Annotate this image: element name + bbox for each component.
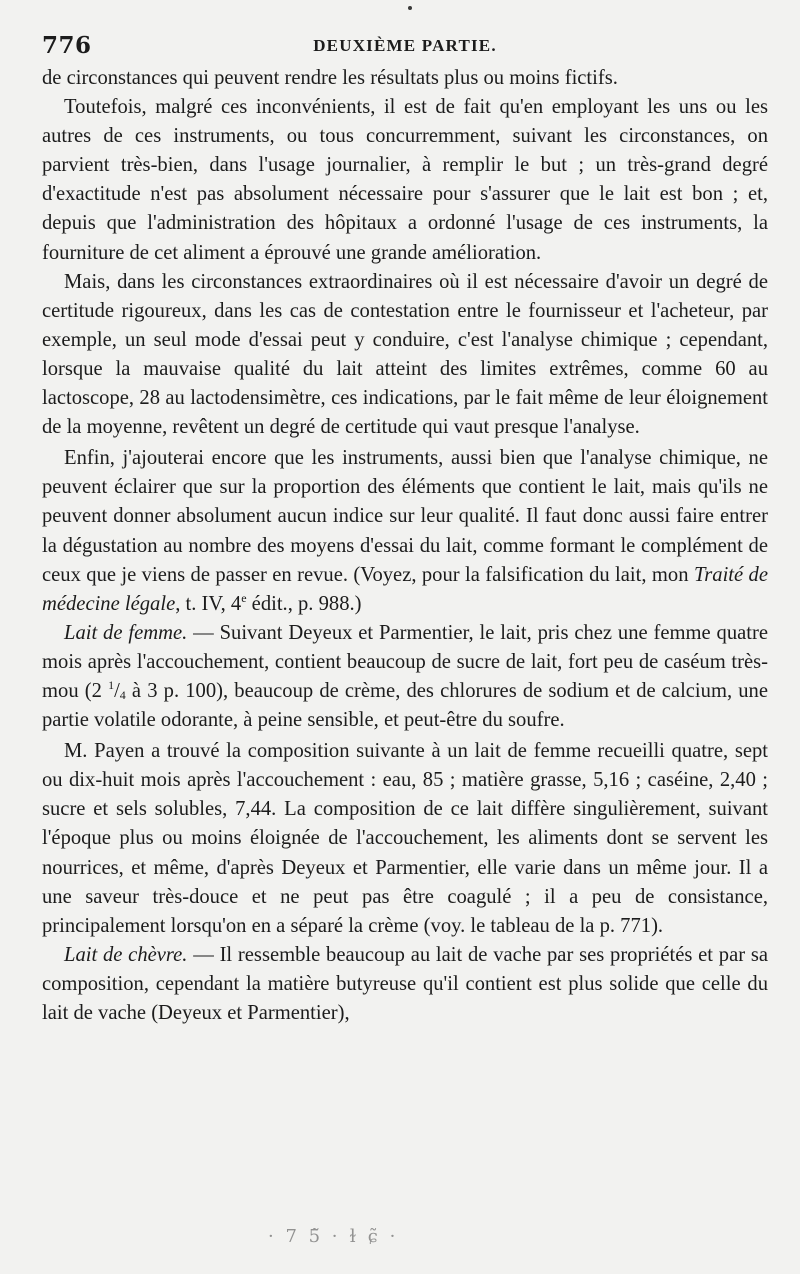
section-heading-lait-de-chevre: Lait de chèvre.: [64, 943, 188, 966]
citation-edition: édit., p. 988.): [246, 592, 362, 615]
book-title-italic: Traité de médecine légale: [42, 563, 768, 615]
fraction-numerator: 1: [108, 678, 115, 693]
paragraph-enfin: [42, 444, 768, 619]
citation-volume: , t. IV, 4: [175, 592, 242, 615]
paragraph-lait-de-femme-text-a: — Suivant Deyeux et Parmentier, le lait, pris chez une femme quatre mois après l'accouchement, contient beaucoup de sucre de lait, fort peu de caséum très-mou (2: [42, 621, 769, 702]
page-number: 776: [42, 32, 92, 59]
running-head: [42, 30, 768, 64]
paragraph-toutefois: Toutefois, malgré ces inconvénients, il est de fait qu'en employant les uns ou les autres de ces instruments, ou tous concurremment, suivant les circonstances, on parvient très-bien, dans l'usage journalier, à remplir le but ; un très-grand degré d'exactitude n'est pas absolument nécessaire pour s'assurer que le lait est bon ; et, depuis que l'administration des hôpitaux a ordonné l'usage de ces instruments, la fourniture de cet aliment a éprouvé une grande amélioration.: [42, 96, 768, 264]
paragraph-enfin-text: Enfin, j'ajouterai encore que les instruments, aussi bien que l'analyse chimique, ne peuvent éclairer que sur la proportion des éléments que contient le lait, mais qu'ils ne peuvent donner absolument aucun indice sur leur qualité. Il faut donc aussi faire entrer la dégustation au nombre des moyens d'essai du lait, comme formant le complément de ceux que je viens de passer en revue. (Voyez, pour la falsification du lait, mon: [42, 447, 768, 586]
paragraph-lait-de-femme: [42, 619, 768, 735]
running-title: DEUXIÈME PARTIE.: [313, 36, 497, 55]
section-heading-lait-de-femme: Lait de femme.: [64, 621, 188, 644]
paragraph-continuation: de circonstances qui peuvent rendre les résultats plus ou moins fictifs.: [42, 67, 618, 89]
edition-superscript: e: [241, 590, 247, 605]
paragraph-lait-de-chevre-text: — Il ressemble beaucoup au lait de vache par ses propriétés et par sa composition, cependant la matière butyreuse qu'il contient est plus solide que celle du lait de vache (Deyeux et Parmentier),: [42, 943, 768, 1024]
fraction-quarter: $^1/_4$: [108, 678, 126, 702]
ink-dot: [408, 6, 412, 10]
handwritten-mark: · 7 5̃ · ɫ ɕ̃ ·: [268, 1226, 399, 1247]
paragraph-lait-de-femme-text-b: à 3 p. 100), beaucoup de crème, des chlorures de sodium et de calcium, une partie volatile odorante, à peine sensible, et peut-être du soufre.: [42, 679, 768, 732]
fraction-denominator: 4: [119, 687, 126, 702]
paragraph-lait-de-chevre: [42, 941, 768, 1028]
paragraph-payen: M. Payen a trouvé la composition suivante à un lait de femme recueilli quatre, sept ou dix-huit mois après l'accouchement : eau, 85 ; matière grasse, 5,16 ; caséine, 2,40 ; sucre et sels solubles, 7,44. La composition de ce lait diffère singulièrement, suivant l'époque plus ou moins éloignée de l'accouchement, les aliments dont se servent les nourrices, et même, d'après Deyeux et Parmentier, elle varie dans un même jour. Il a une saveur très-douce et ne peut pas être coagulé ; il a peu de consistance, principalement lorsqu'on en a séparé la crème (voy. le tableau de la p. 771).: [42, 740, 768, 937]
paragraph-mais: Mais, dans les circonstances extraordinaires où il est nécessaire d'avoir un degré de certitude rigoureux, dans les cas de contestation entre le fournisseur et l'acheteur, par exemple, un seul mode d'essai peut y conduire, c'est l'analyse chimique ; cependant, lorsque la mauvaise qualité du lait atteint des limites extrêmes, comme 60 au lactoscope, 28 au lactodensimètre, ces indications, par le fait même de leur éloignement de la moyenne, revêtent un degré de certitude qui vaut presque l'analyse.: [42, 270, 768, 439]
body-text: [42, 64, 768, 1028]
